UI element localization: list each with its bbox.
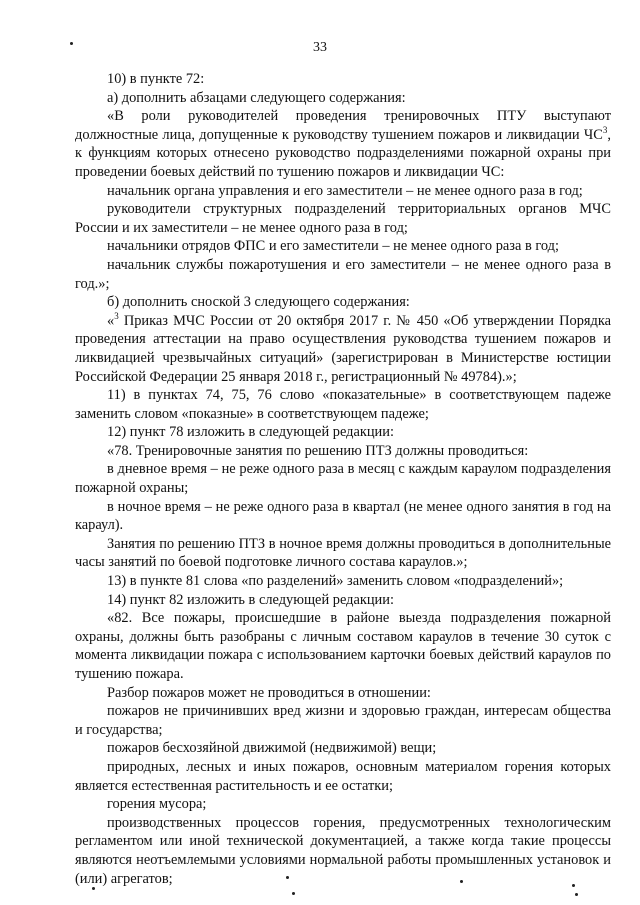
paragraph-11: 12) пункт 78 изложить в следующей редакции:: [107, 424, 394, 441]
paragraph-9-rest: Приказ МЧС России от 20 октября 2017 г. № 450 «Об утверждении Порядка проведения аттестации на право осуществления руководства тушением пожаров и ликвидацией чрезвычайных ситуаций» (зарегистрирован в Министерстве юстиции Российской Федерации 25 января 2018 г., регистрационный № 49784).»;: [75, 312, 611, 385]
paragraph-19: Разбор пожаров может не проводиться в отношении:: [107, 684, 431, 701]
paragraph-9: [75, 312, 611, 386]
paragraph-6: начальники отрядов ФПС и его заместители – не менее одного раза в год;: [107, 238, 560, 255]
footnote-mark-3: 3: [114, 310, 119, 321]
scan-speck: [92, 887, 95, 890]
scan-speck: [292, 892, 295, 895]
paragraph-24: производственных процессов горения, предусмотренных технологическим регламентом или иной технической документацией, а также когда такие процессы являются неотъемлемыми условиями нормальной работы промышленных установок и (или) агрегатов;: [75, 814, 611, 887]
scan-speck: [70, 42, 73, 45]
paragraph-3-rest: , к функциям которых отнесено руководство подразделениями пожарной охраны при проведении боевых действий по тушению пожаров и ликвидации ЧС:: [75, 126, 611, 180]
paragraph-9-text: «: [107, 312, 115, 329]
paragraph-3-text: «В роли руководителей проведения тренировочных ПТУ выступают должностные лица, допущенные к руководству тушением пожаров и ликвидации ЧС: [75, 108, 611, 143]
paragraph-18: «82. Все пожары, происшедшие в районе выезда подразделения пожарной охраны, должны быть разобраны с личным составом караулов в течение 30 суток с момента ликвидации пожара с использованием карточки боевых действий караулов по тушению пожара.: [75, 610, 611, 682]
paragraph-1: 10) в пункте 72:: [107, 71, 205, 87]
paragraph-5: руководители структурных подразделений территориальных органов МЧС России и их заместители – не менее одного раза в год;: [75, 201, 611, 236]
paragraph-2: а) дополнить абзацами следующего содержания:: [107, 89, 406, 106]
paragraph-22: природных, лесных и иных пожаров, основным материалом горения которых является естественная растительность и ее остатки;: [75, 758, 611, 794]
scan-speck: [286, 876, 289, 879]
paragraph-4: начальник органа управления и его заместители – не менее одного раза в год;: [107, 182, 583, 199]
paragraph-13: в дневное время – не реже одного раза в месяц с каждым караулом подразделения пожарной охраны;: [75, 461, 611, 497]
paragraph-17: 14) пункт 82 изложить в следующей редакции:: [107, 591, 394, 608]
paragraph-10: 11) в пунктах 74, 75, 76 слово «показательные» в соответствующем падеже заменить словом «показные» в соответствующем падеже;: [75, 387, 611, 422]
paragraph-14: в ночное время – не реже одного раза в квартал (не менее одного занятия в год на караул).: [75, 498, 611, 534]
page-number: 33: [313, 40, 327, 55]
paragraph-12: «78. Тренировочные занятия по решению ПТЗ должны проводиться:: [107, 442, 529, 459]
paragraph-23: горения мусора;: [107, 796, 207, 813]
paragraph-16: 13) в пункте 81 слова «по разделений» заменить словом «подразделений»;: [107, 573, 564, 590]
paragraph-15: Занятия по решению ПТЗ в ночное время должны проводиться в дополнительные часы занятий по боевой подготовке личного состава караулов.»;: [75, 535, 611, 571]
paragraph-20: пожаров не причинивших вред жизни и здоровью граждан, интересам общества и государства;: [75, 703, 611, 738]
scan-speck: [575, 893, 578, 896]
paragraph-8: б) дополнить сноской 3 следующего содержания:: [107, 294, 410, 311]
paragraph-3: [75, 107, 611, 181]
scan-speck: [460, 880, 463, 883]
document-body: [75, 70, 611, 888]
paragraph-21: пожаров бесхозяйной движимой (недвижимой) вещи;: [107, 740, 437, 757]
footnote-ref-3: 3: [602, 124, 608, 135]
scan-speck: [572, 884, 575, 887]
paragraph-7: начальник службы пожаротушения и его заместители – не менее одного раза в год.»;: [75, 256, 611, 292]
